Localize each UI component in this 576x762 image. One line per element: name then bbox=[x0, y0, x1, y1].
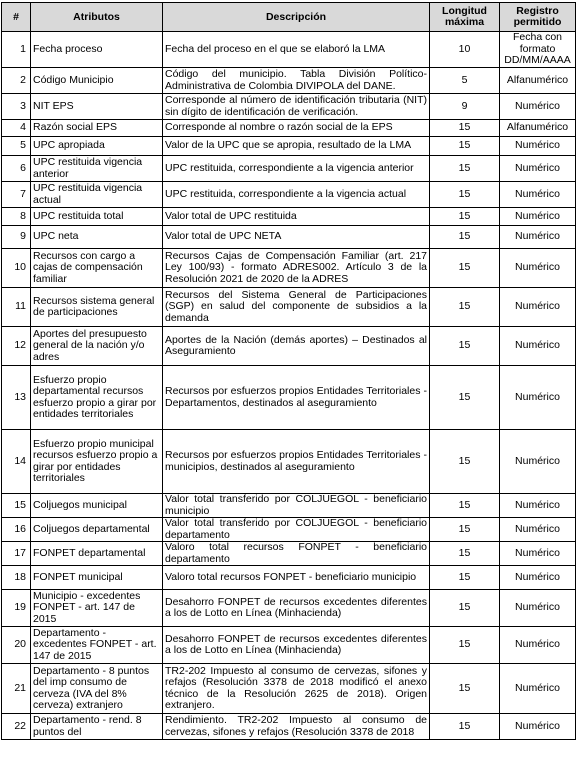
row-longitud: 15 bbox=[430, 226, 500, 249]
row-descripcion: Recursos por esfuerzos propios Entidades Territoriales - municipios, destinados al aseguramiento bbox=[163, 430, 430, 494]
row-registro: Numérico bbox=[500, 249, 576, 288]
row-atributo: Departamento - rend. 8 puntos del bbox=[31, 714, 163, 740]
row-number: 6 bbox=[2, 156, 31, 182]
row-descripcion: Valoro total recursos FONPET - beneficiario municipio bbox=[163, 566, 430, 590]
table-row bbox=[2, 156, 576, 182]
header-registro: Registro permitido bbox=[500, 3, 576, 32]
row-number: 9 bbox=[2, 226, 31, 249]
row-longitud: 9 bbox=[430, 94, 500, 120]
row-descripcion: Valor de la UPC que se apropia, resultado de la LMA bbox=[163, 137, 430, 156]
row-number: 16 bbox=[2, 518, 31, 542]
row-longitud: 15 bbox=[430, 208, 500, 226]
row-longitud: 15 bbox=[430, 430, 500, 494]
row-descripcion: UPC restituida, correspondiente a la vigencia actual bbox=[163, 182, 430, 208]
row-registro: Numérico bbox=[500, 327, 576, 366]
table-row bbox=[2, 327, 576, 366]
row-atributo: Aportes del presupuesto general de la nación y/o adres bbox=[31, 327, 163, 366]
row-registro: Numérico bbox=[500, 518, 576, 542]
row-descripcion: Valor total de UPC NETA bbox=[163, 226, 430, 249]
row-registro: Numérico bbox=[500, 664, 576, 714]
table-row bbox=[2, 518, 576, 542]
header-longitud: Longitud máxima bbox=[430, 3, 500, 32]
header-descripcion: Descripción bbox=[163, 3, 430, 32]
row-longitud: 15 bbox=[430, 566, 500, 590]
table-row bbox=[2, 182, 576, 208]
row-registro: Numérico bbox=[500, 366, 576, 430]
row-longitud: 15 bbox=[430, 664, 500, 714]
row-registro: Numérico bbox=[500, 590, 576, 627]
header-atributos: Atributos bbox=[31, 3, 163, 32]
table-row bbox=[2, 566, 576, 590]
row-atributo: Coljuegos departamental bbox=[31, 518, 163, 542]
row-registro: Numérico bbox=[500, 288, 576, 327]
table-row bbox=[2, 226, 576, 249]
row-atributo: FONPET departamental bbox=[31, 542, 163, 566]
row-descripcion: Recursos del Sistema General de Participaciones (SGP) en salud del componente de subsidios a la demanda bbox=[163, 288, 430, 327]
row-atributo: Fecha proceso bbox=[31, 32, 163, 68]
header-number: # bbox=[2, 3, 31, 32]
row-number: 20 bbox=[2, 627, 31, 664]
row-number: 18 bbox=[2, 566, 31, 590]
table-row bbox=[2, 590, 576, 627]
row-registro: Numérico bbox=[500, 542, 576, 566]
header-row bbox=[2, 3, 576, 32]
row-descripcion: Aportes de la Nación (demás aportes) – Destinados al Aseguramiento bbox=[163, 327, 430, 366]
row-number: 11 bbox=[2, 288, 31, 327]
row-registro: Numérico bbox=[500, 208, 576, 226]
row-atributo: Recursos con cargo a cajas de compensación familiar bbox=[31, 249, 163, 288]
row-registro: Numérico bbox=[500, 137, 576, 156]
row-registro: Numérico bbox=[500, 182, 576, 208]
row-longitud: 15 bbox=[430, 156, 500, 182]
row-longitud: 15 bbox=[430, 366, 500, 430]
row-descripcion: Código del municipio. Tabla División Político-Administrativa de Colombia DIVIPOLA del DANE. bbox=[163, 68, 430, 94]
table-row bbox=[2, 542, 576, 566]
row-longitud: 15 bbox=[430, 288, 500, 327]
table-row bbox=[2, 32, 576, 68]
row-atributo: UPC restituida total bbox=[31, 208, 163, 226]
row-atributo: Coljuegos municipal bbox=[31, 494, 163, 518]
row-number: 7 bbox=[2, 182, 31, 208]
row-number: 10 bbox=[2, 249, 31, 288]
row-longitud: 15 bbox=[430, 542, 500, 566]
row-number: 13 bbox=[2, 366, 31, 430]
row-registro: Alfanumérico bbox=[500, 68, 576, 94]
row-registro: Numérico bbox=[500, 714, 576, 740]
row-number: 1 bbox=[2, 32, 31, 68]
row-longitud: 15 bbox=[430, 590, 500, 627]
table-row bbox=[2, 430, 576, 494]
row-longitud: 15 bbox=[430, 494, 500, 518]
row-registro: Numérico bbox=[500, 94, 576, 120]
row-atributo: Código Municipio bbox=[31, 68, 163, 94]
row-atributo: UPC restituida vigencia anterior bbox=[31, 156, 163, 182]
row-registro: Numérico bbox=[500, 566, 576, 590]
row-longitud: 10 bbox=[430, 32, 500, 68]
row-descripcion: Recursos por esfuerzos propios Entidades Territoriales - Departamentos, destinados al aseguramiento bbox=[163, 366, 430, 430]
row-atributo: Municipio - excedentes FONPET - art. 147 de 2015 bbox=[31, 590, 163, 627]
row-number: 15 bbox=[2, 494, 31, 518]
row-atributo: UPC neta bbox=[31, 226, 163, 249]
row-descripcion: Fecha del proceso en el que se elaboró la LMA bbox=[163, 32, 430, 68]
row-descripcion: Desahorro FONPET de recursos excedentes diferentes a los de Lotto en Línea (Minhacienda) bbox=[163, 627, 430, 664]
row-atributo: Esfuerzo propio departamental recursos esfuerzo propio a girar por entidades territoriales bbox=[31, 366, 163, 430]
row-number: 14 bbox=[2, 430, 31, 494]
row-atributo: FONPET municipal bbox=[31, 566, 163, 590]
table-row bbox=[2, 627, 576, 664]
table-row bbox=[2, 120, 576, 137]
row-atributo: Departamento - 8 puntos del imp consumo de cerveza (IVA del 8% cerveza) extranjero bbox=[31, 664, 163, 714]
row-number: 21 bbox=[2, 664, 31, 714]
row-registro: Numérico bbox=[500, 627, 576, 664]
table-row bbox=[2, 494, 576, 518]
row-atributo: UPC restituida vigencia actual bbox=[31, 182, 163, 208]
row-descripcion: Valor total transferido por COLJUEGOL - beneficiario municipio bbox=[163, 494, 430, 518]
row-descripcion: Recursos Cajas de Compensación Familiar (art. 217 Ley 100/93) - formato ADRES002. Artículo 3 de la Resolución 2021 de 2020 de la ADRES bbox=[163, 249, 430, 288]
row-descripcion: Valor total transferido por COLJUEGOL - beneficiario departamento bbox=[163, 518, 430, 542]
table-row bbox=[2, 714, 576, 740]
row-atributo: Esfuerzo propio municipal recursos esfuerzo propio a girar por entidades territoriales bbox=[31, 430, 163, 494]
row-number: 19 bbox=[2, 590, 31, 627]
row-registro: Numérico bbox=[500, 494, 576, 518]
table-row bbox=[2, 208, 576, 226]
row-descripcion: Corresponde al nombre o razón social de la EPS bbox=[163, 120, 430, 137]
table-row bbox=[2, 94, 576, 120]
row-atributo: Razón social EPS bbox=[31, 120, 163, 137]
row-longitud: 5 bbox=[430, 68, 500, 94]
row-descripcion: Corresponde al número de identificación tributaria (NIT) sin dígito de identificación de verificación. bbox=[163, 94, 430, 120]
row-descripcion: TR2-202 Impuesto al consumo de cervezas, sifones y refajos (Resolución 3378 de 2018 modificó el anexo técnico de la Resolución 2625 de 2018). Origen extranjero. bbox=[163, 664, 430, 714]
row-number: 12 bbox=[2, 327, 31, 366]
table-row bbox=[2, 68, 576, 94]
row-descripcion: Rendimiento. TR2-202 Impuesto al consumo de cervezas, sifones y refajos (Resolución 3378 de 2018 bbox=[163, 714, 430, 740]
row-number: 5 bbox=[2, 137, 31, 156]
row-atributo: Departamento - excedentes FONPET - art. 147 de 2015 bbox=[31, 627, 163, 664]
row-longitud: 15 bbox=[430, 137, 500, 156]
table-row bbox=[2, 366, 576, 430]
row-registro: Numérico bbox=[500, 156, 576, 182]
row-number: 4 bbox=[2, 120, 31, 137]
table-row bbox=[2, 249, 576, 288]
row-number: 17 bbox=[2, 542, 31, 566]
row-longitud: 15 bbox=[430, 120, 500, 137]
row-registro: Alfanumérico bbox=[500, 120, 576, 137]
row-number: 8 bbox=[2, 208, 31, 226]
row-longitud: 15 bbox=[430, 518, 500, 542]
table-row bbox=[2, 137, 576, 156]
row-descripcion: Desahorro FONPET de recursos excedentes diferentes a los de Lotto en Línea (Minhacienda) bbox=[163, 590, 430, 627]
row-descripcion: UPC restituida, correspondiente a la vigencia anterior bbox=[163, 156, 430, 182]
row-number: 3 bbox=[2, 94, 31, 120]
row-descripcion: Valoro total recursos FONPET - beneficiario departamento bbox=[163, 542, 430, 566]
row-atributo: UPC apropiada bbox=[31, 137, 163, 156]
row-registro: Numérico bbox=[500, 226, 576, 249]
attributes-table bbox=[1, 2, 576, 740]
row-atributo: Recursos sistema general de participaciones bbox=[31, 288, 163, 327]
row-number: 22 bbox=[2, 714, 31, 740]
row-registro: Fecha con formato DD/MM/AAAA bbox=[500, 32, 576, 68]
row-longitud: 15 bbox=[430, 327, 500, 366]
row-longitud: 15 bbox=[430, 627, 500, 664]
row-longitud: 15 bbox=[430, 714, 500, 740]
row-number: 2 bbox=[2, 68, 31, 94]
row-longitud: 15 bbox=[430, 182, 500, 208]
row-registro: Numérico bbox=[500, 430, 576, 494]
table-row bbox=[2, 288, 576, 327]
row-atributo: NIT EPS bbox=[31, 94, 163, 120]
table-row bbox=[2, 664, 576, 714]
row-longitud: 15 bbox=[430, 249, 500, 288]
row-descripcion: Valor total de UPC restituida bbox=[163, 208, 430, 226]
